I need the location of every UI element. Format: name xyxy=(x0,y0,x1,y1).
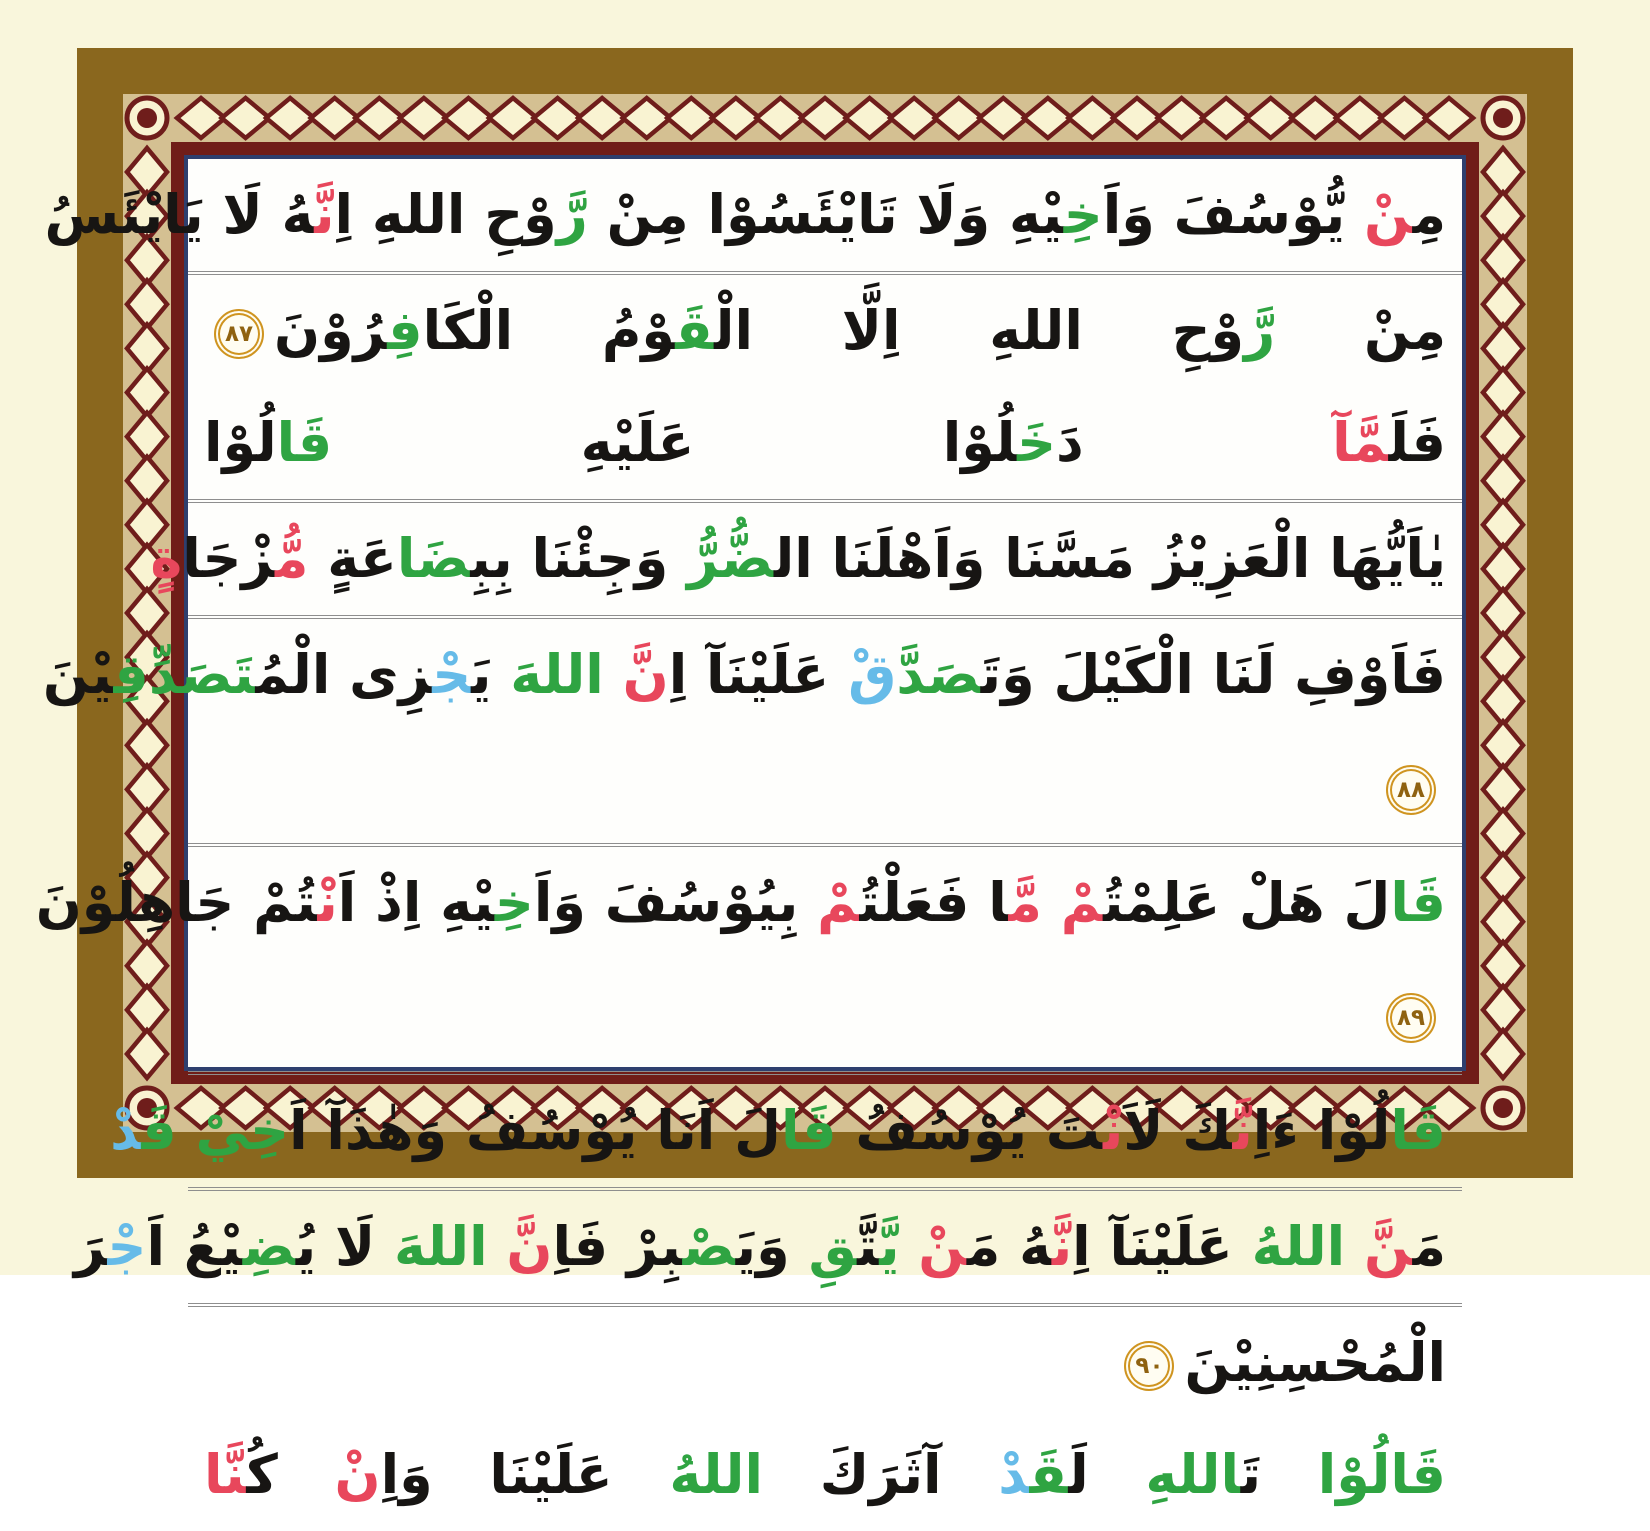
tajweed-segment: وَيَ xyxy=(735,1215,809,1278)
tajweed-segment: قَالُوْا xyxy=(1317,1443,1447,1506)
verse-end-marker: ٨٧ xyxy=(214,309,264,359)
tajweed-segment: نَّا xyxy=(204,1443,247,1506)
tajweed-segment: نَّ xyxy=(506,1215,553,1278)
tajweed-segment: ضُّرُّ xyxy=(687,527,774,590)
tajweed-segment: الْمُحْسِنِيْنَ xyxy=(1184,1331,1446,1394)
tajweed-segment: عَلَيْنَا وَاِ xyxy=(380,1443,670,1506)
tajweed-segment: آثَرَكَ xyxy=(762,1443,999,1506)
tajweed-segment: لَ اَنَا يُوْسُفُ وَهٰذَآ اَ xyxy=(289,1099,781,1162)
tajweed-segment: يْنَ xyxy=(42,643,114,706)
verse-end-marker: ٨٩ xyxy=(1386,993,1436,1043)
tajweed-segment: اللهُ xyxy=(669,1443,763,1506)
tajweed-segment: قَا xyxy=(780,1099,837,1162)
tajweed-segment: يْعُ اَ xyxy=(146,1215,243,1278)
tajweed-segment: اللهِ xyxy=(1145,1443,1241,1506)
tajweed-segment: عَلَيْنَآ اِ xyxy=(1072,1215,1252,1278)
tajweed-segment: دْ xyxy=(110,1099,142,1162)
tajweed-segment: لَ xyxy=(1068,1443,1146,1506)
quran-line-6 xyxy=(110,1075,1462,1191)
tajweed-segment: عَةٍ xyxy=(308,527,397,590)
tajweed-segment: نْ xyxy=(918,1215,967,1278)
tajweed-segment: صْ xyxy=(682,1215,736,1278)
quran-text-area xyxy=(35,159,1462,1506)
tajweed-segment: رُوْنَ xyxy=(274,299,388,362)
tajweed-segment: وْحِ اللهِ اِلَّا الْ xyxy=(714,299,1245,362)
tajweed-segment: ضِ xyxy=(242,1215,296,1278)
tajweed-segment: دَ xyxy=(1056,411,1333,474)
tajweed-segment: هُ مَ xyxy=(966,1215,1052,1278)
tajweed-segment: مْ xyxy=(817,871,860,934)
quran-line-7 xyxy=(73,1191,1462,1307)
tajweed-segment xyxy=(177,1099,196,1162)
tajweed-segment: رَ xyxy=(73,1215,108,1278)
tajweed-segment: يَ xyxy=(471,643,511,706)
tajweed-segment: يٰاَيُّهَا الْعَزِيْزُ مَسَّنَا وَاَهْلَنَا ال xyxy=(773,527,1446,590)
tajweed-segment: نْ xyxy=(1363,183,1413,246)
tajweed-segment: بِرْ فَاِ xyxy=(552,1215,683,1278)
tajweed-segment: تَ xyxy=(1240,1443,1318,1506)
tajweed-segment: خِ xyxy=(1063,183,1103,246)
tajweed-segment: فَاَوْفِ لَنَا الْكَيْلَ وَتَ xyxy=(980,643,1446,706)
tajweed-segment: كُ xyxy=(246,1443,335,1506)
tajweed-segment: نَّ xyxy=(1363,1215,1413,1278)
tajweed-segment: قَا xyxy=(1390,871,1446,934)
tajweed-segment: جْ xyxy=(432,643,472,706)
tajweed-segment: وَجِئْنَا بِبِ xyxy=(470,527,688,590)
tajweed-segment: لَا يُ xyxy=(295,1215,395,1278)
tajweed-segment: لَ هَلْ عَلِمْتُ xyxy=(1103,871,1391,934)
tajweed-segment: رَّ xyxy=(1244,299,1276,362)
tajweed-segment: لُوْا عَلَيْهِ xyxy=(332,411,1018,474)
tajweed-segment: ةٍ xyxy=(150,527,183,590)
tajweed-segment: نْ xyxy=(317,871,338,934)
tajweed-segment: تَ يُوْسُفُ xyxy=(836,1099,1103,1162)
tajweed-segment: جْ xyxy=(107,1215,147,1278)
tajweed-segment: يْهِ وَلَا تَايْئَسُوْا مِنْ xyxy=(587,183,1064,246)
tajweed-segment: قَ xyxy=(1029,1443,1069,1506)
tajweed-segment: نَّ xyxy=(314,183,335,246)
tajweed-segment: كَ لَاَ xyxy=(1123,1099,1233,1162)
tajweed-segment: خِيْ xyxy=(195,1099,290,1162)
tajweed-segment: لُوْا ءَاِ xyxy=(1252,1099,1391,1162)
tajweed-segment: نَّ xyxy=(1051,1215,1073,1278)
tajweed-segment: نْ xyxy=(334,1443,381,1506)
tajweed-segment: نَّ xyxy=(622,643,669,706)
tajweed-segment: نْ xyxy=(1102,1099,1124,1162)
tajweed-segment: اللهَ xyxy=(510,643,604,706)
tajweed-segment: قِ xyxy=(808,1215,858,1278)
quran-line-3 xyxy=(150,503,1462,619)
tajweed-segment: عَلَيْنَآ اِ xyxy=(668,643,849,706)
tajweed-segment: زِى الْمُ xyxy=(255,643,433,706)
tajweed-segment xyxy=(899,1215,918,1278)
tajweed-segment: يُّوْسُفَ وَاَ xyxy=(1102,183,1364,246)
tajweed-segment: فَلَ xyxy=(1388,411,1446,474)
tajweed-segment xyxy=(1345,1215,1364,1278)
tajweed-segment: ضَا xyxy=(396,527,471,590)
tajweed-segment: مِنْ xyxy=(1275,299,1446,362)
tajweed-segment: لُوْا xyxy=(204,411,277,474)
inner-navy-frame xyxy=(35,155,1466,1506)
tajweed-segment: تَّ xyxy=(857,1215,880,1278)
tajweed-segment: مُّ xyxy=(275,527,309,590)
tajweed-segment: خَ xyxy=(1017,411,1057,474)
tajweed-segment: تَصَدِّقِ xyxy=(113,643,256,706)
tajweed-segment: خِ xyxy=(494,871,534,934)
tajweed-segment: تُمْ جَاهِلُوْنَ xyxy=(35,871,318,934)
tajweed-segment: وْمُ الْكَا xyxy=(422,299,676,362)
tajweed-segment: بِيُوْسُفَ وَاَ xyxy=(533,871,818,934)
verse-end-marker: ٨٨ xyxy=(1386,765,1436,815)
tajweed-segment: وْحِ اللهِ اِ xyxy=(334,183,557,246)
tajweed-segment: يْهِ اِذْ اَ xyxy=(337,871,495,934)
tajweed-segment: مْ مَّ xyxy=(1008,871,1104,934)
tajweed-segment: قَ xyxy=(141,1099,177,1162)
tajweed-segment: مِ xyxy=(1412,183,1446,246)
tajweed-segment: مَّآ xyxy=(1332,411,1389,474)
tajweed-segment: قَ xyxy=(675,299,715,362)
tajweed-segment: يَّ xyxy=(879,1215,900,1278)
tajweed-segment: دْ xyxy=(998,1443,1030,1506)
tajweed-segment: فِ xyxy=(387,299,423,362)
quran-line-2 xyxy=(188,275,1462,503)
tajweed-segment: زْجَا xyxy=(182,527,275,590)
outer-brown-frame xyxy=(35,48,1573,1506)
quran-line-5 xyxy=(35,847,1462,1075)
tajweed-segment: هُ لَا يَايْئَسُ xyxy=(44,183,315,246)
tajweed-segment: قْ xyxy=(848,643,897,706)
tajweed-segment: نَّ xyxy=(1232,1099,1253,1162)
tajweed-segment: اللهُ xyxy=(1251,1215,1346,1278)
tajweed-segment xyxy=(488,1215,507,1278)
tajweed-segment: اللهَ xyxy=(394,1215,488,1278)
tajweed-segment: قَا xyxy=(1390,1099,1446,1162)
tajweed-segment: قَا xyxy=(276,411,333,474)
quran-line-8 xyxy=(188,1307,1462,1531)
tajweed-segment: ا فَعَلْتُ xyxy=(859,871,1009,934)
tajweed-segment xyxy=(604,643,623,706)
tajweed-segment: رَّ xyxy=(556,183,588,246)
verse-end-marker: ٩٠ xyxy=(1124,1341,1174,1391)
quran-line-1 xyxy=(44,159,1462,275)
tajweed-segment: صَدَّ xyxy=(896,643,981,706)
tajweed-segment: مَ xyxy=(1412,1215,1446,1278)
quran-line-4 xyxy=(42,619,1462,847)
inner-maroon-frame xyxy=(35,142,1479,1506)
